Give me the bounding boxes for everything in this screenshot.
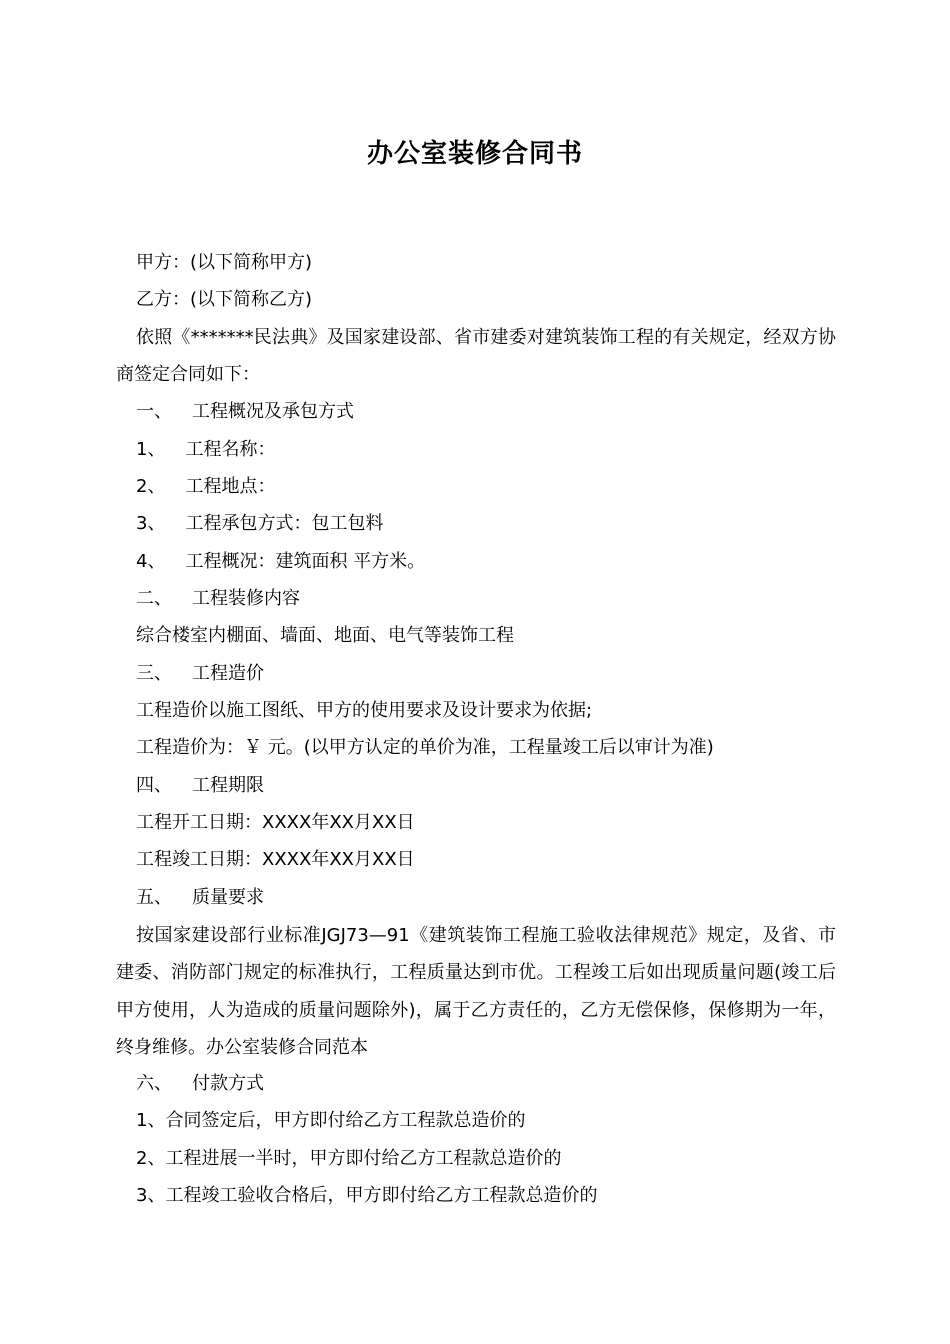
section-6-number: 六、 — [136, 1073, 172, 1094]
item-1 — [136, 438, 275, 462]
item-3 — [136, 512, 383, 536]
intro-paragraph: 依照《*******民法典》及国家建设部、省市建委对建筑装饰工程的有关规定，经双方协商签定合同如下： — [116, 327, 836, 386]
section-5-number: 五、 — [136, 887, 172, 908]
section-2-number: 二、 — [136, 588, 172, 609]
section-1-heading — [136, 400, 354, 424]
section-3-number: 三、 — [136, 663, 172, 684]
start-date-line: 工程开工日期：XXXX年XX月XX日 — [136, 812, 415, 833]
item-3-number: 3、 — [136, 513, 166, 534]
section-1-title: 工程概况及承包方式 — [192, 401, 354, 422]
section-3-heading — [136, 662, 264, 686]
section-4-title: 工程期限 — [192, 775, 264, 796]
section-2-title: 工程装修内容 — [192, 588, 300, 609]
item-1-number: 1、 — [136, 439, 166, 460]
item-2 — [136, 475, 275, 499]
item-2-number: 2、 — [136, 476, 166, 497]
party-a-line: 甲方：(以下简称甲方) — [136, 252, 313, 273]
quality-paragraph: 按国家建设部行业标准JGJ73—91《建筑装饰工程施工验收法律规范》规定，及省、市建委、消防部门规定的标准执行，工程质量达到市优。工程竣工后如出现质量问题(竣工后甲方使用，人为造成的质量问题除外)，属于乙方责任的，乙方无偿保修，保修期为一年，终身维修。办公室装修合同范本 — [116, 925, 836, 1059]
payment-1-line: 1、合同签定后，甲方即付给乙方工程款总造价的 — [136, 1110, 526, 1131]
document-title: 办公室装修合同书 — [366, 139, 583, 169]
party-b-line: 乙方：(以下简称乙方) — [136, 289, 313, 310]
item-1-text: 工程名称： — [185, 439, 276, 460]
item-2-text: 工程地点： — [185, 476, 276, 497]
section-5-title: 质量要求 — [192, 887, 264, 908]
cost-amount-line: 工程造价为：￥ 元。(以甲方认定的单价为准，工程量竣工后以审计为准) — [136, 737, 714, 758]
section-4-number: 四、 — [136, 775, 172, 796]
section-6-heading — [136, 1072, 264, 1096]
section-4-heading — [136, 774, 264, 798]
cost-basis-line: 工程造价以施工图纸、甲方的使用要求及设计要求为依据; — [136, 700, 593, 721]
item-4-text: 工程概况：建筑面积 平方米。 — [185, 551, 426, 572]
item-3-text: 工程承包方式：包工包料 — [185, 513, 384, 534]
section-6-title: 付款方式 — [192, 1073, 264, 1094]
section-5-heading — [136, 886, 264, 910]
item-4 — [136, 550, 425, 574]
end-date-line: 工程竣工日期：XXXX年XX月XX日 — [136, 849, 415, 870]
section-3-title: 工程造价 — [192, 663, 264, 684]
section-2-heading — [136, 587, 300, 611]
payment-3-line: 3、工程竣工验收合格后，甲方即付给乙方工程款总造价的 — [136, 1185, 598, 1206]
payment-2-line: 2、工程进展一半时，甲方即付给乙方工程款总造价的 — [136, 1148, 562, 1169]
content-line: 综合楼室内棚面、墙面、地面、电气等装饰工程 — [136, 625, 514, 646]
section-1-number: 一、 — [136, 401, 172, 422]
item-4-number: 4、 — [136, 551, 166, 572]
